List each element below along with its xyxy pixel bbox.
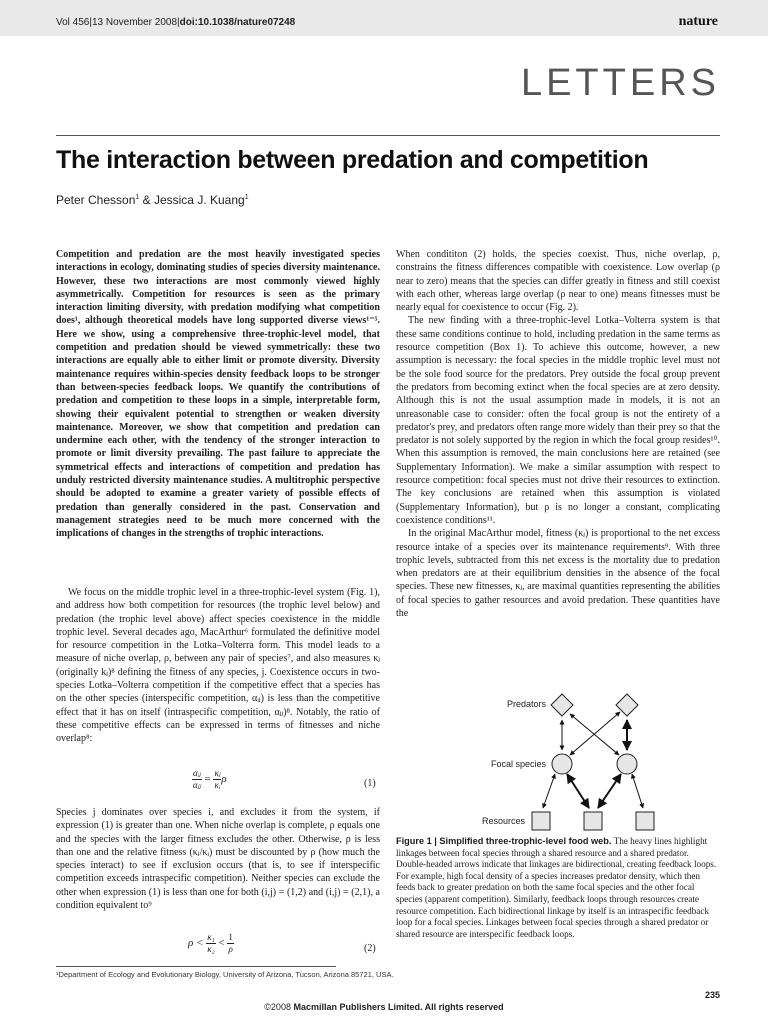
article-title: The interaction between predation and competition: [56, 146, 649, 174]
body-paragraph: In the original MacArthur model, fitness (κⱼ) is proportional to the net excess resource intake of a species over its maintenance requirements⁹. With three trophic levels, subtracted from this net excess is the mortality due to predation when predators are at their equilibrium densities in the absence of the focal species. These new fitnesses, κⱼ, are maximal quantities representing the abilities of focal species to gather resources and avoid predation. These quantities have the: [396, 528, 720, 620]
journal-volume-date: Vol 456|13 November 2008|: [56, 17, 180, 28]
page-number: 235: [704, 990, 720, 1000]
doi-link[interactable]: doi:10.1038/nature07248: [179, 17, 296, 28]
title-rule: [56, 135, 720, 136]
equation-fraction: [227, 932, 234, 955]
section-label: LETTERS: [520, 62, 720, 104]
fraction-numerator: 1: [228, 932, 233, 942]
body-paragraph: The new finding with a three-trophic-level Lotka–Volterra system is that these same conditions continue to hold, including predation in the same terms as resource competition (Box 1). To achieve this outcome, however, a new assumption is necessary: the focal species in the middle trophic level must not be the sole food source for the predators. Prey outside the focal group prevent the predators from becoming extinct when the focal species are at zero density. Although this is not the usual assumption made in models, it is not an unreasonable case to consider: often the focal group is not the entirety of a predator's prey, and predators often range more widely than their prey so that the predator is not solely supported by the region in which the focal group resides¹⁰. When this assumption is removed, the main conclusions here are retained (see Supplementary Information). We make a similar assumption with respect to resource competition: focal species must not drive their resources to extinction. The key conclusions are retained when this assumption is violated (Supplementary Information), but ρ is no longer a constant, complicating coexistence conditions¹¹.: [396, 315, 720, 526]
resources-label: Resources: [481, 816, 525, 826]
feedback-link-arrow: [598, 774, 621, 808]
fraction-numerator: κ₁: [207, 932, 215, 942]
copyright-holder: Macmillan Publishers Limited. All rights reserved: [293, 1002, 504, 1012]
figure-caption-text: The heavy lines highlight linkages between focal species through a shared resource and a shared predator. Double-headed arrows indicate that linkages are bidirectional, creating feedback loops. For example, high focal density of a species increases predator density, which then feeds back to greater predation on both the same focal species and the other focal species (apparent competition). Similarly, feedback loops through resources create resource competition. Each bidirectional linkage by itself is an intraspecific feedback loop for a focal species. Linkages between focal species through a shared predator or shared resource are interspecific feedback loops.: [396, 836, 717, 939]
equation-number: (2): [364, 943, 376, 954]
fraction-denominator: ρ: [228, 944, 233, 954]
feedback-link-arrow: [543, 774, 555, 808]
equation-1: [192, 768, 227, 791]
focal-species-circle: [552, 754, 572, 774]
body-paragraph: When condititon (2) holds, the species coexist. Thus, niche overlap, ρ, constrains the fitness differences compatible with coexistence. Low overlap (ρ near to zero) means that the species can differ greatly in fitness and still coexist with each other, whereas large overlap (ρ near to one) means fitnesses must be nearly equal for coexistence to occur (Fig. 2).: [396, 249, 720, 314]
equals-sign: =: [204, 773, 211, 786]
figure-caption-label: Figure 1 | Simplified three-trophic-level food web.: [396, 836, 612, 846]
affiliation-marker: 1: [244, 194, 249, 201]
left-column-body-2: [56, 806, 380, 912]
resource-square: [636, 812, 654, 830]
body-paragraph: We focus on the middle trophic level in a three-trophic-level system (Fig. 1), and address how both competition for resources (the trophic level below) and predation (the trophic level above) affect species coexistence in the middle trophic level. Several decades ago, MacArthur⁶ formulated the definitive model for resource competition in the Lotka–Volterra form. This model leads to a measure of niche overlap, ρ, between any pair of species⁷, and also measures κⱼ (originally kⱼ)⁸ defining the fitness of any species, j. Coexistence occurs in two-species Lotka–Volterra competition if the competitive effect that a species has on the other species (interspecific competition, αᵢⱼ) is less than the competitive effect that it has on itself (intraspecific competition, αⱼⱼ)⁸. Notably, the ratio of these competitive effects can be expressed in terms of fitnesses and niche overlap⁸:: [56, 587, 380, 745]
figure-caption: [396, 836, 720, 940]
equation-2: [188, 932, 234, 955]
less-than-sign: <: [218, 937, 225, 950]
resource-square: [532, 812, 550, 830]
equation-fraction: [192, 768, 202, 791]
author-name: Jessica J. Kuang: [153, 193, 245, 207]
abstract: [56, 248, 380, 541]
focal-species-label: Focal species: [490, 759, 546, 769]
affiliation-marker: 1: [135, 194, 140, 201]
food-web-figure: [400, 674, 720, 834]
fraction-numerator: κⱼ: [214, 768, 221, 778]
abstract-text: Competition and predation are the most heavily investigated species interactions in ecology, dominating studies of species diversity maintenance. However, these two interactions are most commonly viewed highly asymmetrically. Competition for resources is seen as the primary interaction limiting diversity, with predation modifying what competition does¹, although theoretical models have long supported diverse views¹⁻⁵. Here we show, using a comprehensive three-trophic-level model, that competition and predation should be viewed symmetrically: these two interactions are equally able to either limit or promote diversity. Diversity maintenance requires within-species density feedback loops to be stronger than between-species feedback loops. We quantify the contributions of predation and competition to these loops in a simple, interpretable form, showing their equivalent potential to strengthen or weaken diversity maintenance. Moreover, we show that competition and predation can undermine each other, with the tendency of the stronger interaction to promote or limit diversity prevailing. The past failure to appreciate the symmetrical effects and interactions of competition and predation has unduly restricted diversity maintenance studies. A multitrophic perspective should be adopted to examine a greater variety of possible effects of predation than generally considered in the past. Conservation and management strategies need to be much more concerned with the implications of changes in the strengths of trophic interactions.: [56, 249, 380, 540]
footnote-rule: [56, 966, 336, 967]
affiliation-footnote: ¹Department of Ecology and Evolutionary Biology, University of Arizona, Tucson, Arizona 85721, USA.: [56, 970, 394, 979]
left-column-body: [56, 586, 380, 746]
author-separator: &: [139, 193, 154, 207]
equation-symbol: ρ: [221, 773, 227, 786]
fraction-denominator: κ₂: [207, 944, 215, 954]
journal-reference: [56, 17, 295, 28]
journal-brand: nature: [678, 14, 718, 29]
right-column-body: [396, 248, 720, 620]
copyright-year: ©2008: [264, 1002, 294, 1012]
author-list: [56, 193, 249, 207]
resource-square: [584, 812, 602, 830]
focal-species-circle: [617, 754, 637, 774]
equation-number: (1): [364, 778, 376, 789]
author-name: Peter Chesson: [56, 193, 136, 207]
fraction-numerator: αᵢⱼ: [193, 768, 201, 778]
copyright-notice: [0, 1002, 768, 1012]
equation-symbol: ρ <: [188, 937, 204, 950]
feedback-link-arrow: [567, 774, 589, 808]
fraction-denominator: κᵢ: [214, 780, 221, 790]
predator-diamond: [551, 694, 573, 716]
fraction-denominator: αⱼⱼ: [192, 780, 201, 790]
equation-fraction: [206, 932, 215, 955]
feedback-link-arrow: [570, 712, 620, 755]
predators-label: Predators: [506, 699, 546, 709]
feedback-link-arrow: [632, 774, 643, 808]
body-paragraph: Species j dominates over species i, and excludes it from the system, if expression (1) is greater than one. When niche overlap is complete, ρ equals one and the species with the larger fitness excludes the other. Otherwise, ρ is less than one and the relative fitness (κⱼ/κᵢ) must be discounted by ρ (how much the species interact) to see if exclusion occurs (that is, to see if interspecific competition exceeds intraspecific competition). Neither species can exclude the other when expression (1) is less than one for both (i,j) = (1,2) and (i,j) = (2,1), a condition equivalent to⁹: [56, 807, 380, 912]
